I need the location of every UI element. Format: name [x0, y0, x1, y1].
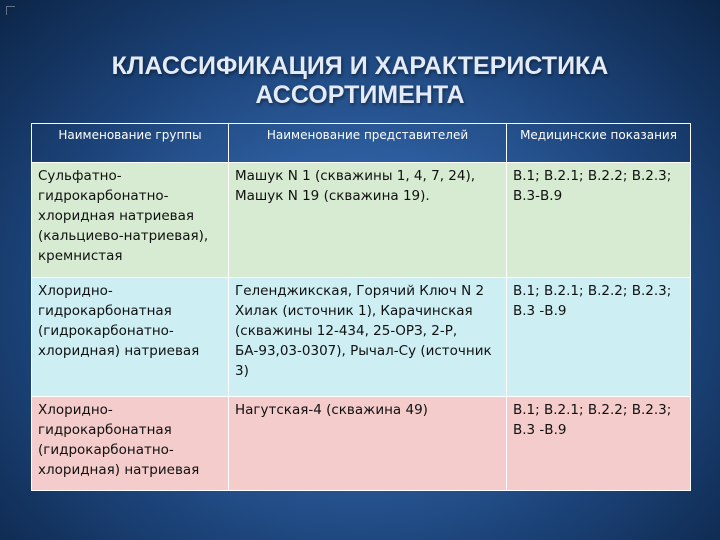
- header-group-name: Наименование группы: [32, 124, 229, 163]
- indications-cell: В.1; В.2.1; В.2.2; В.2.3; В.3-В.9: [507, 163, 691, 278]
- classification-table: [31, 123, 691, 491]
- representatives-cell: Машук N 1 (скважины 1, 4, 7, 24), Машук N 19 (скважина 19).: [229, 163, 507, 278]
- table-header-row: [32, 124, 691, 163]
- group-cell: Сульфатно-гидрокарбонатно-хлоридная натриевая (кальциево-натриевая), кремнистая: [32, 163, 229, 278]
- table-row: [32, 163, 691, 278]
- indications-cell: В.1; В.2.1; В.2.2; В.2.3; В.3 -В.9: [507, 278, 691, 397]
- group-cell: Хлоридно-гидрокарбонатная (гидрокарбонатно-хлоридная) натриевая: [32, 278, 229, 397]
- title-line-2: АССОРТИМЕНТА: [255, 81, 465, 109]
- representatives-cell: Нагутская-4 (скважина 49): [229, 397, 507, 491]
- header-representatives: Наименование представителей: [229, 124, 507, 163]
- table-row: [32, 278, 691, 397]
- table-row: [32, 397, 691, 491]
- title-line-1: КЛАССИФИКАЦИЯ И ХАРАКТЕРИСТИКА: [111, 52, 609, 80]
- group-cell: Хлоридно-гидрокарбонатная (гидрокарбонатно-хлоридная) натриевая: [32, 397, 229, 491]
- header-indications: Медицинские показания: [507, 124, 691, 163]
- slide-title: [40, 52, 680, 110]
- corner-mark: [6, 6, 15, 15]
- representatives-cell: Геленджикская, Горячий Ключ N 2 Хилак (источник 1), Карачинская (скважины 12-434, 25-ОРЗ, 2-Р, БА-93,03-0307), Рычал-Су (источник 3): [229, 278, 507, 397]
- indications-cell: В.1; В.2.1; В.2.2; В.2.3; В.3 -В.9: [507, 397, 691, 491]
